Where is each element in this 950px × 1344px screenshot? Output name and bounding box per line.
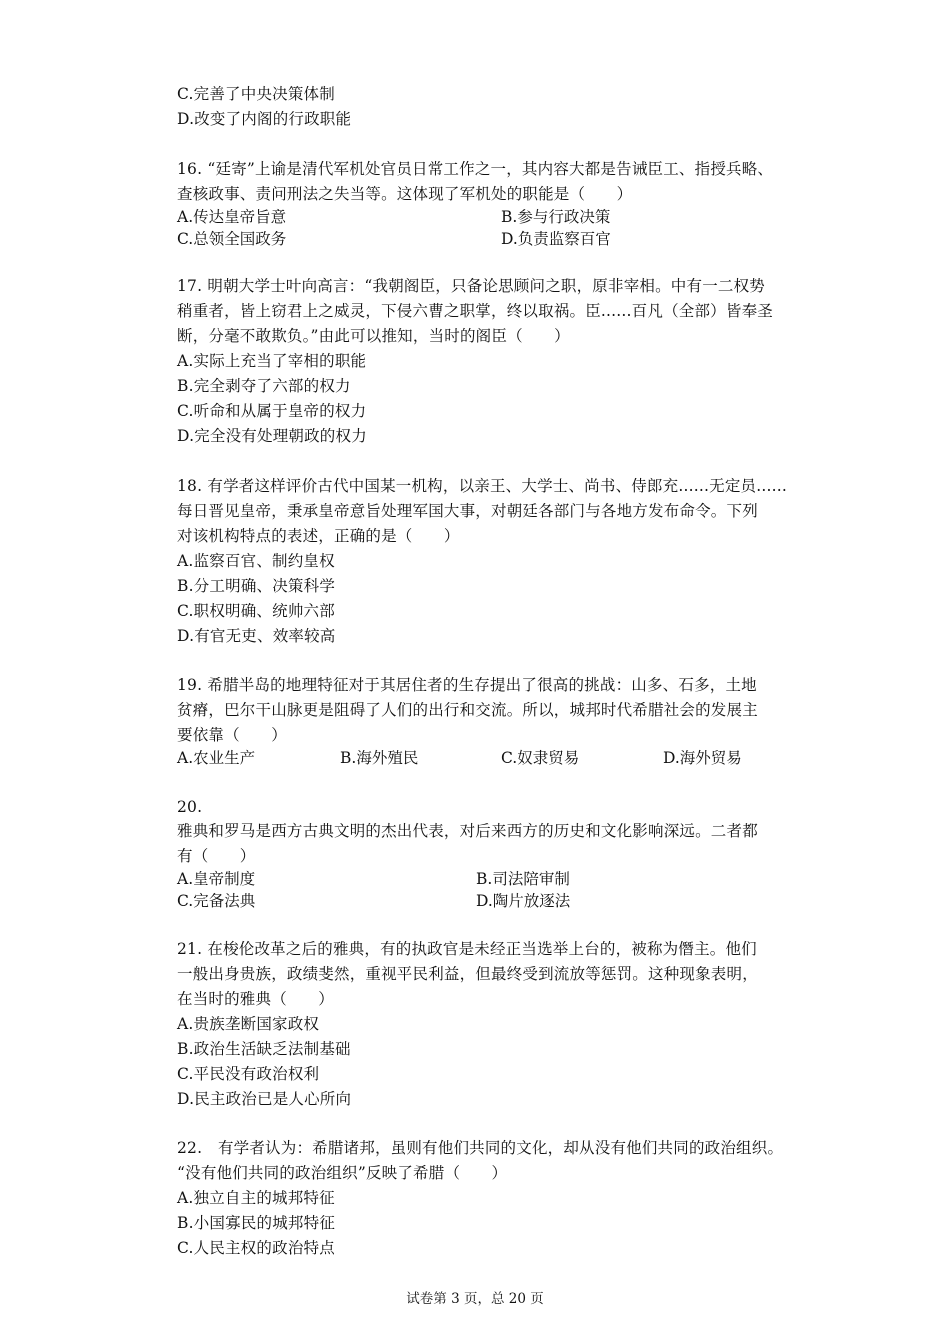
- option-c: C.完善了中央决策体制: [177, 85, 335, 103]
- question-stem-line: 一般出身贵族，政绩斐然，重视平民利益，但最终受到流放等惩罚。这种现象表明，: [177, 965, 758, 983]
- option-c: C.奴隶贸易: [501, 749, 580, 767]
- option-d: D.海外贸易: [663, 749, 742, 767]
- question-stem-line: 21. 在梭伦改革之后的雅典，有的执政官是未经正当选举上台的，被称为僭主。他们: [177, 940, 757, 958]
- option-b: B.完全剥夺了六部的权力: [177, 377, 351, 395]
- question-stem-line: 16. “廷寄”上谕是清代军机处官员日常工作之一，其内容大都是告诫臣工、指授兵略、: [177, 160, 774, 178]
- option-c: C.职权明确、统帅六部: [177, 602, 335, 620]
- question-stem-line: 断，分毫不敢欺负。”由此可以推知，当时的阁臣（ ）: [177, 327, 570, 345]
- question-stem-line: 每日晋见皇帝，秉承皇帝意旨处理军国大事，对朝廷各部门与各地方发布命令。下列: [177, 502, 758, 520]
- page-footer: 试卷第 3 页，总 20 页: [406, 1291, 544, 1307]
- question-stem-line: “没有他们共同的政治组织”反映了希腊（ ）: [177, 1164, 508, 1182]
- question-number: 20.: [177, 798, 203, 816]
- option-b: B.小国寡民的城邦特征: [177, 1214, 336, 1232]
- option-d: D.民主政治已是人心所向: [177, 1090, 352, 1108]
- question-stem-line: 19. 希腊半岛的地理特征对于其居住者的生存提出了很高的挑战：山多、石多，土地: [177, 676, 757, 694]
- question-stem-line: 雅典和罗马是西方古典文明的杰出代表，对后来西方的历史和文化影响深远。二者都: [177, 822, 758, 840]
- question-stem-line: 贫瘠，巴尔干山脉更是阻碍了人们的出行和交流。所以，城邦时代希腊社会的发展主: [177, 701, 758, 719]
- option-a: A.皇帝制度: [177, 870, 256, 888]
- option-c: C.完备法典: [177, 892, 256, 910]
- option-d: D.改变了内阁的行政职能: [177, 110, 352, 128]
- question-stem-line: 17. 明朝大学士叶向高言：“我朝阁臣，只备论思顾问之职，原非宰相。中有一二权势: [177, 277, 766, 295]
- option-d: D.有官无吏、效率较高: [177, 627, 336, 645]
- option-b: B.司法陪审制: [476, 870, 570, 888]
- question-stem-line: 查核政事、责问刑法之失当等。这体现了军机处的职能是（ ）: [177, 185, 633, 203]
- question-stem-line: 稍重者，皆上窃君上之威灵，下侵六曹之职掌，终以取祸。臣......百凡（全部）皆奉圣: [177, 302, 773, 320]
- question-stem-line: 有（ ）: [177, 847, 256, 865]
- option-b: B.分工明确、决策科学: [177, 577, 336, 595]
- option-c: C.听命和从属于皇帝的权力: [177, 402, 367, 420]
- option-d: D.完全没有处理朝政的权力: [177, 427, 367, 445]
- option-a: A.农业生产: [177, 749, 256, 767]
- option-c: C.总领全国政务: [177, 230, 287, 248]
- option-a: A.独立自主的城邦特征: [177, 1189, 335, 1207]
- option-a: A.实际上充当了宰相的职能: [177, 352, 367, 370]
- option-b: B.参与行政决策: [501, 208, 611, 226]
- question-stem-line: 要依靠（ ）: [177, 726, 287, 744]
- question-stem-line: 22. 有学者认为：希腊诸邦，虽则有他们共同的文化，却从没有他们共同的政治组织。: [177, 1139, 784, 1157]
- option-b: B.海外殖民: [340, 749, 419, 767]
- option-a: A.贵族垄断国家政权: [177, 1015, 320, 1033]
- question-stem-line: 在当时的雅典（ ）: [177, 990, 335, 1008]
- option-a: A.传达皇帝旨意: [177, 208, 287, 226]
- option-b: B.政治生活缺乏法制基础: [177, 1040, 351, 1058]
- option-c: C.人民主权的政治特点: [177, 1239, 335, 1257]
- option-d: D.负责监察百官: [501, 230, 611, 248]
- option-d: D.陶片放逐法: [476, 892, 571, 910]
- question-stem-line: 对该机构特点的表述，正确的是（ ）: [177, 527, 460, 545]
- option-c: C.平民没有政治权利: [177, 1065, 320, 1083]
- question-stem-line: 18. 有学者这样评价古代中国某一机构，以亲王、大学士、尚书、侍郎充......无定员......: [177, 477, 788, 495]
- option-a: A.监察百官、制约皇权: [177, 552, 335, 570]
